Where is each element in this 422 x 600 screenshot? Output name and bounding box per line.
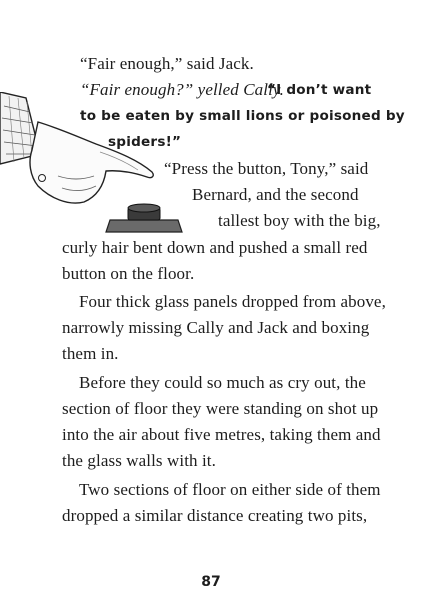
text-line: dropped a similar distance creating two pits, <box>62 506 368 525</box>
text-line: “I don’t want <box>267 82 372 98</box>
text-line: spiders!” <box>108 134 182 150</box>
text-line: “Fair enough,” said Jack. <box>80 54 254 73</box>
text-line: them in. <box>62 344 119 363</box>
text-line: tallest boy with the big, <box>218 211 381 230</box>
text-line: Two sections of floor on either side of them <box>79 480 381 499</box>
text-line: Before they could so much as cry out, the <box>79 373 366 392</box>
page-number: 87 <box>201 574 221 590</box>
red-button-illustration <box>106 204 182 232</box>
text-line: curly hair bent down and pushed a small red <box>62 238 368 257</box>
text-line: “Fair enough?” yelled Cally. <box>80 80 284 99</box>
text-line: button on the floor. <box>62 264 195 283</box>
text-line: Bernard, and the second <box>192 185 359 204</box>
text-line: Four thick glass panels dropped from above, <box>79 292 386 311</box>
text-line: “Press the button, Tony,” said <box>164 159 369 178</box>
text-line: narrowly missing Cally and Jack and boxing <box>62 318 370 337</box>
text-line: to be eaten by small lions or poisoned by <box>80 108 405 124</box>
text-line: into the air about five metres, taking them and <box>62 425 381 444</box>
text-line: section of floor they were standing on shot up <box>62 399 379 418</box>
text-line: the glass walls with it. <box>62 451 216 470</box>
